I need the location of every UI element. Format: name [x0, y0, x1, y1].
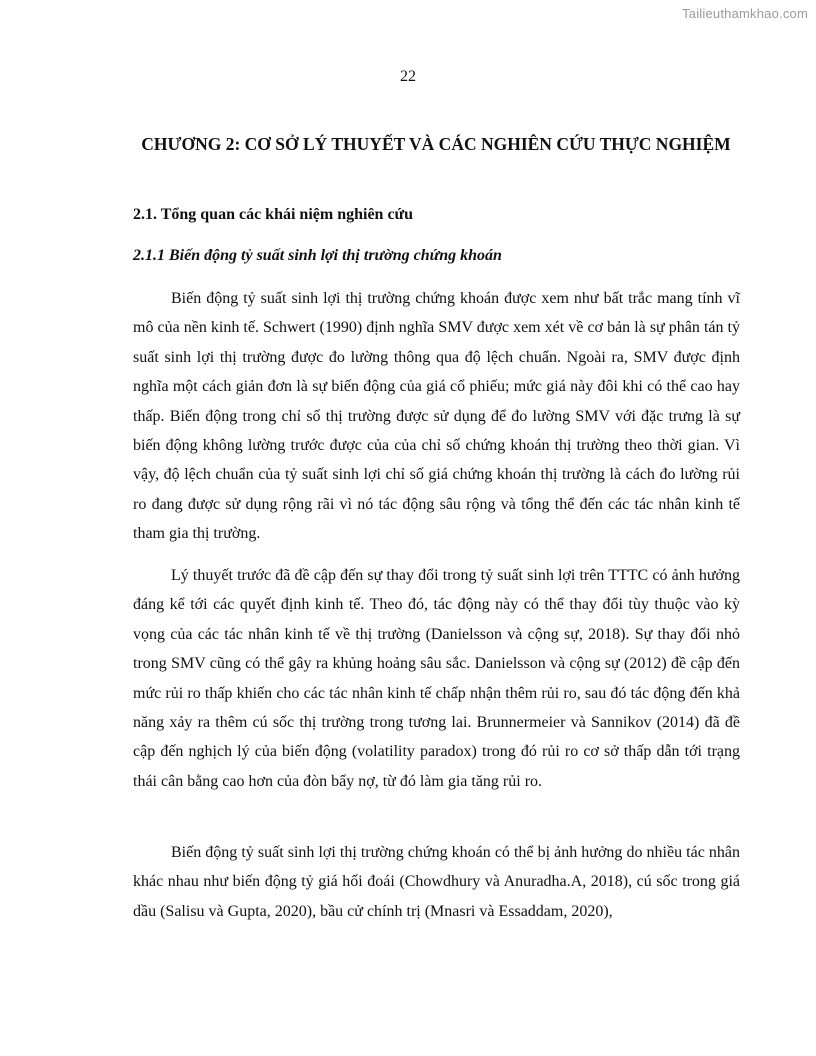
chapter-title: CHƯƠNG 2: CƠ SỞ LÝ THUYẾT VÀ CÁC NGHIÊN CỨU THỰC NGHIỆM: [141, 134, 731, 154]
section-heading: 2.1. Tổng quan các khái niệm nghiên cứu: [133, 206, 414, 223]
paragraph-1: Biến động tỷ suất sinh lợi thị trường chứng khoán được xem như bất trắc mang tính vĩ mô của nền kinh tế. Schwert (1990) định nghĩa SMV được xem xét về cơ bản là sự phân tán tỷ suất sinh lợi thị trường được đo lường thông qua độ lệch chuẩn. Ngoài ra, SMV được định nghĩa một cách giản đơn là sự biến động của giá cổ phiếu; mức giá này đôi khi có thể cao hay thấp. Biến động trong chỉ số thị trường được sử dụng để đo lường SMV với đặc trưng là sự biến động không lường trước được của của chỉ số chứng khoán thị trường theo thời gian. Vì vậy, độ lệch chuẩn của tỷ suất sinh lợi chỉ số giá chứng khoán thị trường là cách đo lường rủi ro đang được sử dụng rộng rãi vì nó tác động sâu rộng và tổng thể đến các tác nhân kinh tế tham gia thị trường.: [133, 290, 740, 543]
watermark: Tailieuthamkhao.com: [682, 6, 808, 21]
subsection-heading: 2.1.1 Biến động tỷ suất sinh lợi thị trường chứng khoán: [133, 247, 502, 264]
paragraph-2: Lý thuyết trước đã đề cập đến sự thay đổi trong tỷ suất sinh lợi trên TTTC có ảnh hưởng đáng kể tới các quyết định kinh tế. Theo đó, tác động này có thể thay đổi tùy thuộc vào kỳ vọng của các tác nhân kinh tế về thị trường (Danielsson và cộng sự, 2018). Sự thay đổi nhỏ trong SMV cũng có thể gây ra khủng hoảng sâu sắc. Danielsson và cộng sự (2012) đề cập đến mức rủi ro thấp khiến cho các tác nhân kinh tế chấp nhận thêm rủi ro, sau đó tác động đến khả năng xảy ra thêm cú sốc thị trường trong tương lai. Brunnermeier và Sannikov (2014) đã đề cập đến nghịch lý của biến động (volatility paradox) trong đó rủi ro cơ sở thấp dẫn tới trạng thái cân bằng cao hơn của đòn bẩy nợ, từ đó làm gia tăng rủi ro.: [133, 567, 740, 790]
paragraph-3: Biến động tỷ suất sinh lợi thị trường chứng khoán có thể bị ảnh hưởng do nhiều tác nhân khác nhau như biến động tỷ giá hối đoái (Chowdhury và Anuradha.A, 2018), cú sốc trong giá dầu (Salisu và Gupta, 2020), bầu cử chính trị (Mnasri và Essaddam, 2020),: [133, 844, 740, 920]
page-number: 22: [400, 68, 416, 85]
